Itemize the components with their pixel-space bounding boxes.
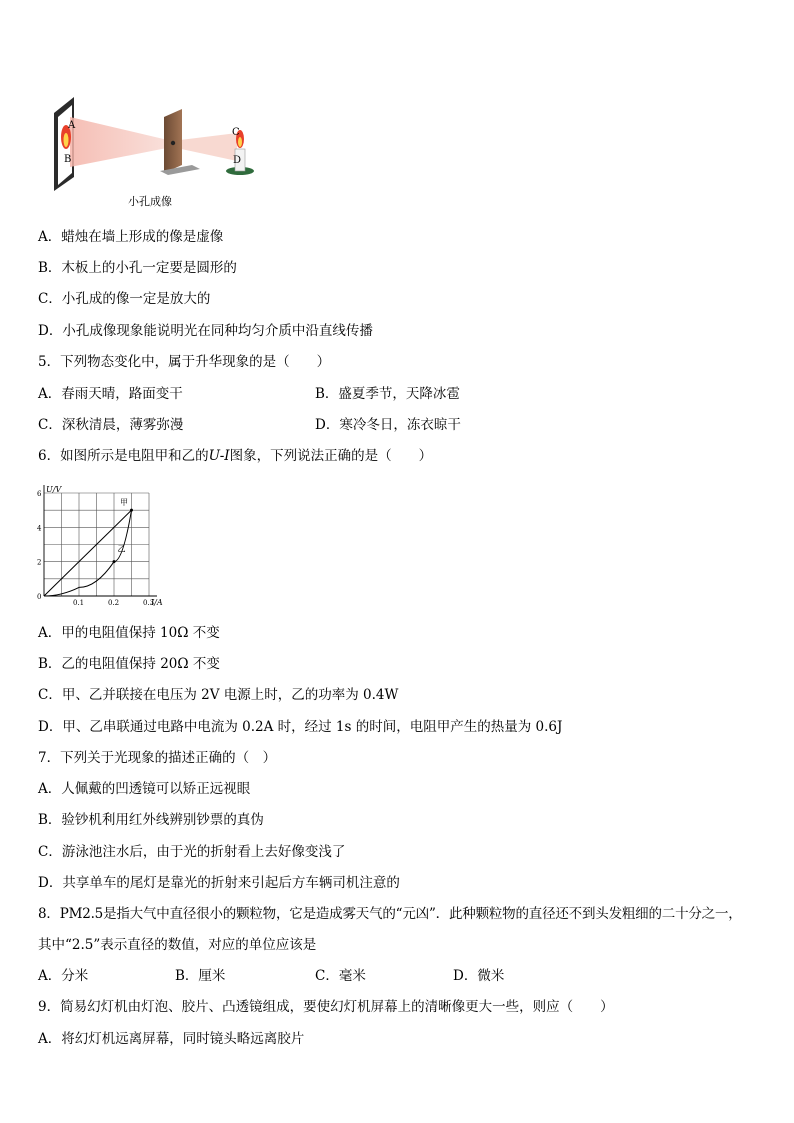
- q7-option-a: A．人佩戴的凹透镜可以矫正远视眼: [38, 781, 251, 797]
- ui-chart: [30, 478, 170, 613]
- series-label-yi: 乙: [117, 544, 126, 554]
- q7-option-b: B．验钞机利用红外线辨别钞票的真伪: [38, 812, 264, 828]
- x-tick-label: 0.1: [73, 599, 85, 607]
- label-c: C: [232, 127, 240, 138]
- q4-option-a: A．蜡烛在墙上形成的像是虚像: [38, 229, 224, 245]
- q8-option-a: A．分米: [38, 968, 89, 984]
- label-d: D: [233, 155, 242, 166]
- series-label-jia: 甲: [120, 498, 128, 508]
- q4-option-b: B．木板上的小孔一定要是圆形的: [38, 260, 237, 276]
- q8-option-b: B．厘米: [175, 968, 226, 984]
- chart-series: [44, 498, 133, 596]
- y-tick-label: 6: [37, 490, 42, 498]
- figure-caption: 小孔成像: [128, 195, 172, 208]
- q5-option-c: C．深秋清晨，薄雾弥漫: [38, 417, 184, 433]
- q6-option-a: A．甲的电阻值保持 10Ω 不变: [38, 625, 220, 641]
- q4-option-d: D．小孔成像现象能说明光在同种均匀介质中沿直线传播: [38, 323, 373, 339]
- q5-option-b: B．盛夏季节，天降冰雹: [315, 386, 460, 402]
- q6-option-b: B．乙的电阻值保持 20Ω 不变: [38, 656, 220, 672]
- pinhole-illustration: [52, 95, 267, 195]
- q5-option-a: A．春雨天晴，路面变干: [38, 386, 183, 402]
- q5-option-d: D．寒冷冬日，冻衣晾干: [315, 417, 461, 433]
- q6-stem-ui: U-I: [208, 448, 230, 464]
- y-tick-label: 4: [37, 524, 42, 533]
- q7-option-d: D．共享单车的尾灯是靠光的折射来引起后方车辆司机注意的: [38, 875, 400, 891]
- q4-option-c: C．小孔成的像一定是放大的: [38, 291, 211, 307]
- x-tick-label: 0.2: [108, 599, 120, 607]
- q9-option-a: A．将幻灯机远离屏幕，同时镜头略远离胶片: [38, 1031, 305, 1047]
- y-axis-label: U/V: [46, 485, 62, 494]
- origin-label: 0: [37, 593, 42, 601]
- y-tick-label: 2: [37, 558, 42, 567]
- data-point: [113, 560, 116, 563]
- x-tick-label: 0.3: [143, 599, 155, 607]
- q7-option-c: C．游泳池注水后，由于光的折射看上去好像变浅了: [38, 844, 346, 860]
- q7-stem: 7．下列关于光现象的描述正确的（ ）: [38, 750, 277, 766]
- q8-stem-line2: 其中“2.5”表示直径的数值，对应的单位应该是: [38, 937, 317, 953]
- x-axis-label: I/A: [151, 598, 163, 607]
- data-point: [130, 509, 133, 512]
- q6-option-c: C．甲、乙并联接在电压为 2V 电源上时，乙的功率为 0.4W: [38, 687, 399, 703]
- q5-stem: 5．下列物态变化中，属于升华现象的是（ ）: [38, 354, 331, 370]
- chart-ticks: [37, 490, 154, 607]
- label-a: A: [68, 120, 76, 131]
- label-b: B: [64, 154, 72, 165]
- q6-stem: [38, 447, 432, 465]
- pinhole-figure: [52, 95, 267, 195]
- q6-stem-pre: 6．如图所示是电阻甲和乙的: [38, 448, 209, 464]
- q9-stem: 9．简易幻灯机由灯泡、胶片、凸透镜组成，要使幻灯机屏幕上的清晰像更大一些，则应（ ）: [38, 999, 614, 1015]
- q8-option-c: C．毫米: [315, 968, 366, 984]
- q6-stem-post: 图象，下列说法正确的是（ ）: [229, 448, 433, 464]
- q8-stem-line1: 8．PM2.5是指大气中直径很小的颗粒物，它是造成雾天气的“元凶”．此种颗粒物的直径还不到头发粗细的二十分之一，: [38, 906, 742, 922]
- ui-chart-svg: [30, 478, 170, 613]
- q6-option-d: D．甲、乙串联通过电路中电流为 0.2A 时，经过 1s 的时间，电阻甲产生的热量为 0.6J: [38, 719, 563, 735]
- q8-option-d: D．微米: [453, 968, 505, 984]
